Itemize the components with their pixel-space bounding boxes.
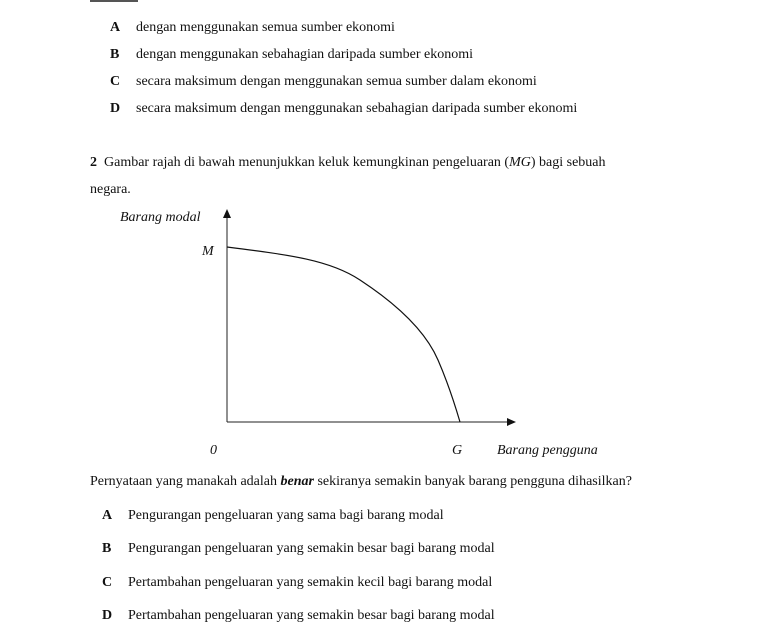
q2-option-a-letter: A [102, 508, 113, 523]
x-axis-label: Barang pengguna [497, 443, 598, 458]
q2-number: 2 [90, 155, 97, 170]
q2-stem-part1: Gambar rajah di bawah menunjukkan keluk kemungkinan pengeluaran ( [104, 155, 510, 170]
q2-question-emphasis: benar [280, 474, 314, 489]
q2-option-b-letter: B [102, 541, 112, 556]
q2-question-part1: Pernyataan yang manakah adalah [90, 474, 281, 489]
x-intercept-label-g: G [452, 443, 463, 458]
q2-option-b-text: Pengurangan pengeluaran yang semakin besar bagi barang modal [128, 541, 495, 556]
q2-option-a-text: Pengurangan pengeluaran yang sama bagi barang modal [128, 508, 444, 523]
q2-stem-abbr: MG [509, 155, 531, 170]
q1-option-c-letter: C [110, 74, 121, 89]
q2-stem-line2: negara. [90, 182, 131, 197]
y-axis-label: Barang modal [120, 210, 201, 225]
q2-option-c-letter: C [102, 575, 113, 590]
q2-option-d-letter: D [102, 608, 113, 623]
ppc-curve [227, 247, 460, 422]
x-axis-arrow-icon [507, 418, 516, 426]
q1-option-c-text: secara maksimum dengan menggunakan semua sumber dalam ekonomi [136, 74, 537, 89]
q2-question [90, 474, 632, 490]
q1-option-a-text: dengan menggunakan semua sumber ekonomi [136, 20, 395, 35]
q1-option-d-text: secara maksimum dengan menggunakan sebahagian daripada sumber ekonomi [136, 101, 578, 116]
q1-option-d-letter: D [110, 101, 121, 116]
q2-option-c-text: Pertambahan pengeluaran yang semakin kecil bagi barang modal [128, 575, 493, 590]
q1-option-b-letter: B [110, 47, 120, 62]
q1-option-b-text: dengan menggunakan sebahagian daripada sumber ekonomi [136, 47, 474, 62]
y-axis-arrow-icon [223, 209, 231, 218]
q2-question-part2: sekiranya semakin banyak barang pengguna dihasilkan? [313, 474, 632, 489]
y-intercept-label-m: M [202, 244, 214, 259]
q1-option-a-letter: A [110, 20, 121, 35]
origin-label: 0 [210, 443, 217, 458]
q2-stem-part2: ) bagi sebuah [530, 155, 606, 170]
q2-option-d-text: Pertambahan pengeluaran yang semakin besar bagi barang modal [128, 608, 495, 623]
